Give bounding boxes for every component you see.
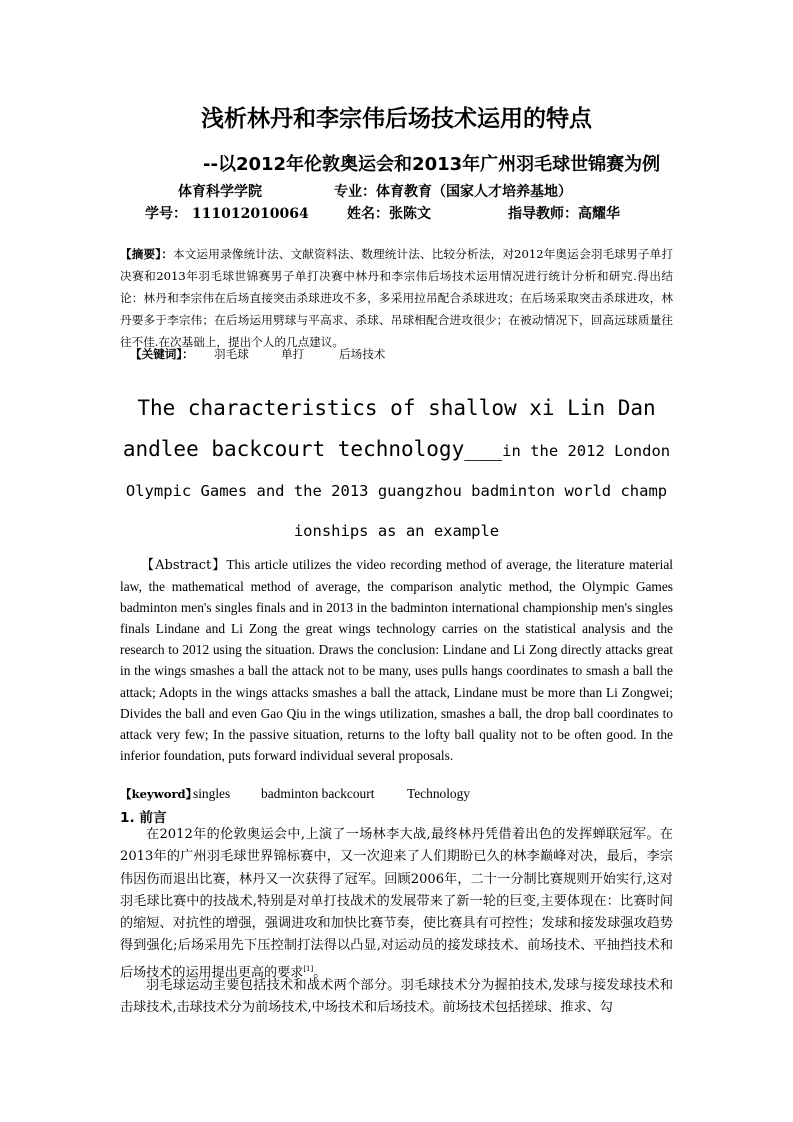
abstract-zh xyxy=(120,243,673,353)
keyword-en-item: badminton backcourt xyxy=(261,786,375,801)
english-title-line-1: The characteristics of shallow xi Lin Dan xyxy=(137,396,656,420)
keywords-en-label: 【keyword】 xyxy=(120,787,198,801)
abstract-en xyxy=(120,554,673,766)
keyword-en-item: singles xyxy=(193,786,231,801)
author-advisor: 指导教师：高耀华 xyxy=(508,206,620,222)
body-paragraph-1 xyxy=(120,824,673,984)
abstract-en-text: This article utilizes the video recording method of average, the literature material law, the mathematical method of average, the comparison analytic method, the Olympic Games badminton men's singles finals and in 2013 in the badminton international championship men's singles finals Lindane and Li Zong the great wings technology carries on the statistical analysis and the research to 2012 using the situation. Draws the conclusion: Lindane and Li Zong directly attacks great in the wings smashes a ball the attack not to be many, uses pulls hangs coordinates to smash a ball the attack; Adopts in the wings attacks smashes a ball the attack, Lindane must be more than Li Zongwei; Divides the ball and even Gao Qiu in the wings utilization, smashes a ball, the drop ball coordinates to attack very few; In the passive situation, returns to the lofty ball quality not to be often good. In the inferior foundation, puts forward individual several proposals. xyxy=(120,557,674,763)
keywords-zh-label: 【关键词】： xyxy=(130,347,194,361)
author-name: 姓名：张陈文 xyxy=(347,206,431,222)
english-title-line-4: ionships as an example xyxy=(293,522,500,540)
author-student-id: 学号： 111012010064 xyxy=(145,206,309,222)
keyword-zh-item: 单打 xyxy=(281,347,305,361)
paragraph-1-end: 。 xyxy=(313,965,327,981)
section-heading: 1. 前言 xyxy=(120,810,167,826)
keyword-en-item: Technology xyxy=(407,786,471,801)
author-major: 专业：体育教育（国家人才培养基地） xyxy=(334,184,572,200)
english-title-line-3: Olympic Games and the 2013 guangzhou badminton world champ xyxy=(125,482,668,500)
abstract-zh-text: 本文运用录像统计法、文献资料法、数理统计法、比较分析法，对2012年奥运会羽毛球男子单打决赛和2013年羽毛球世锦赛男子单打决赛中林丹和李宗伟后场技术运用情况进行统计分析和研究.得出结论：林丹和李宗伟在后场直接突击杀球进攻不多，多采用拉吊配合杀球进攻；在后场采取突击杀球进攻，林丹要多于李宗伟；在后场运用劈球与平高求、杀球、吊球相配合进攻很少；在被动情况下，回高远球质量往往不佳.在次基础上，提出个人的几点建议。 xyxy=(120,247,673,349)
author-college: 体育科学学院 xyxy=(178,184,262,200)
page-title: 浅析林丹和李宗伟后场技术运用的特点 xyxy=(201,106,592,132)
page-subtitle: --以2012年伦敦奥运会和2013年广州羽毛球世锦赛为例 xyxy=(203,154,661,175)
keyword-zh-item: 羽毛球 xyxy=(214,347,249,361)
citation-marker: [1] xyxy=(303,964,314,973)
paragraph-1-text: 在2012年的伦敦奥运会中,上演了一场林李大战,最终林丹凭借着出色的发挥蝉联冠军。在2013年的广州羽毛球世界锦标赛中，又一次迎来了人们期盼已久的林李巅峰对决，最后，李宗伟因伤而退出比赛，林丹又一次获得了冠军。回顾2006年，二十一分制比赛规则开始实行,这对羽毛球比赛中的技战术,特别是对单打技战术的发展带来了新一轮的巨变,主要体现在：比赛时间的缩短、对抗性的增强，强调进攻和加快比赛节奏，使比赛具有可控性；发球和接发球强攻趋势得到强化;后场采用先下压控制打法得以凸显,对运动员的接发球技术、前场技术、平抽挡技术和后场技术的运用提出更高的要求 xyxy=(120,827,673,981)
english-title-line-2-main: andlee backcourt technology___ xyxy=(122,437,503,461)
abstract-zh-label: 【摘要】： xyxy=(120,247,174,261)
english-title-line-2-tail: in the 2012 London xyxy=(502,442,671,460)
body-paragraph-2: 羽毛球运动主要包括技术和战术两个部分。羽毛球技术分为握拍技术,发球与接发球技术和击球技术,击球技术分为前场技术,中场技术和后场技术。前场技术包括搓球、推求、勾 xyxy=(120,978,673,1016)
abstract-en-label: 【Abstract】 xyxy=(140,558,227,573)
english-title-line-2 xyxy=(0,437,793,461)
keyword-zh-item: 后场技术 xyxy=(339,347,386,361)
